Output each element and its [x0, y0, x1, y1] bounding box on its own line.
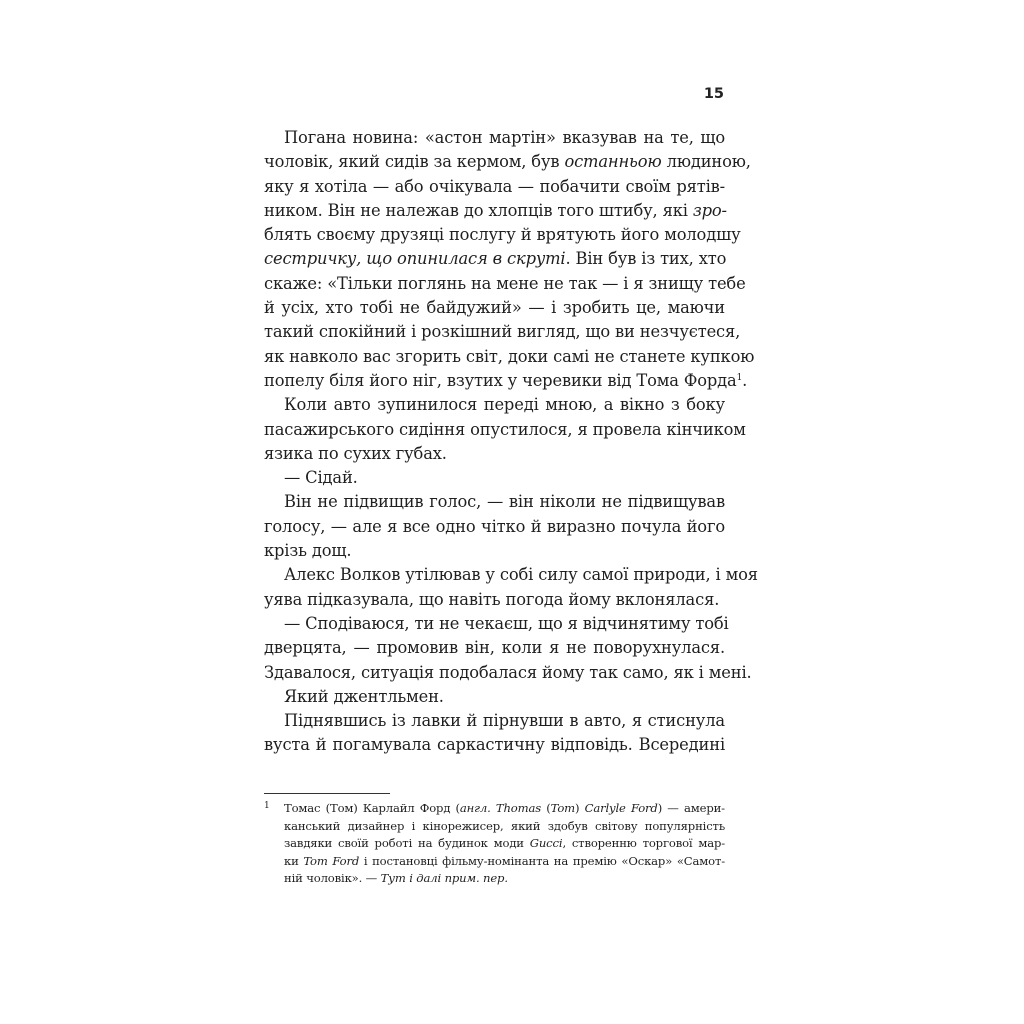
footnote-line: ній чоловік». — Тут і далі прим. пер.: [284, 871, 508, 885]
text-line: Здавалося, ситуація подобалася йому так само, як і мені.: [264, 662, 752, 682]
text-line: попелу біля його ніг, взутих у черевики від Тома Форда$^1$.: [264, 370, 748, 390]
text-line: — Сідай.: [284, 468, 358, 488]
footnote-divider: [264, 793, 390, 794]
text-line: Коли авто зупинилося переді мною, а вікно з боку: [284, 395, 725, 415]
text-line: як навколо вас згорить світ, доки самі не станете купкою: [264, 346, 755, 366]
text-line: дверцята, — промовив він, коли я не поворухнулася.: [264, 638, 725, 658]
footnote-line: ки Tom Ford і постановці фільму-номінанта на премію «Оскар» «Самот-: [284, 853, 725, 868]
footnote-reference[interactable]: 1: [736, 372, 743, 383]
text-line: язика по сухих губах.: [264, 443, 447, 463]
italic-emphasis: сестричку, що опинилася в скруті: [264, 249, 566, 269]
text-line: уява підказувала, що навіть погода йому вклонялася.: [264, 589, 720, 609]
footnote-marker: 1: [264, 801, 270, 811]
text-line: — Сподіваюся, ти не чекаєш, що я відчинятиму тобі: [284, 613, 729, 633]
text-line: чоловік, який сидів за кермом, був останньою людиною,: [264, 152, 751, 172]
text-line: Алекс Волков утілював у собі силу самої природи, і моя: [284, 565, 758, 585]
text-line: яку я хотіла — або очікувала — побачити своїм рятів-: [264, 176, 725, 196]
text-line: блять своєму друзяці послугу й врятують його молодшу: [264, 225, 741, 245]
page-number: 15: [703, 86, 724, 102]
footnote: [264, 800, 725, 888]
text-line: голосу, — але я все одно чітко й виразно почула його: [264, 516, 725, 536]
text-line: Піднявшись із лавки й пірнувши в авто, я стиснула: [284, 711, 725, 731]
text-line: Погана новина: «астон мартін» вказував на те, що: [284, 128, 725, 147]
text-line: ником. Він не належав до хлопців того штибу, які зро-: [264, 200, 727, 220]
text-line: крізь дощ.: [264, 541, 352, 561]
text-line: Який джентльмен.: [284, 686, 444, 706]
body-text: [264, 126, 758, 758]
italic-emphasis: зро-: [692, 200, 727, 220]
footnote-line: завдяки своїй роботі на будинок моди Gucci, створенню торгової мар-: [284, 836, 726, 850]
text-line: такий спокійний і розкішний вигляд, що ви незчуєтеся,: [264, 322, 741, 342]
italic-emphasis: останньою: [564, 152, 662, 172]
text-line: скаже: «Тільки поглянь на мене не так — і я знищу тебе: [264, 273, 746, 293]
text-line: сестричку, що опинилася в скруті. Він був із тих, хто: [264, 249, 727, 269]
text-line: Він не підвищив голос, — він ніколи не підвищував: [284, 492, 725, 512]
text-line: вуста й погамувала саркастичну відповідь. Всередині: [264, 735, 725, 755]
text-line: й усіх, хто тобі не байдужий» — і зробить це, маючи: [264, 298, 725, 318]
text-line: пасажирського сидіння опустилося, я провела кінчиком: [264, 419, 746, 439]
footnote-line: канський дизайнер і кінорежисер, який здобув світову популярність: [284, 818, 725, 833]
footnote-line: Томас (Том) Карлайл Форд (англ. Thomas (Tom) Carlyle Ford) — амери-: [284, 801, 725, 815]
